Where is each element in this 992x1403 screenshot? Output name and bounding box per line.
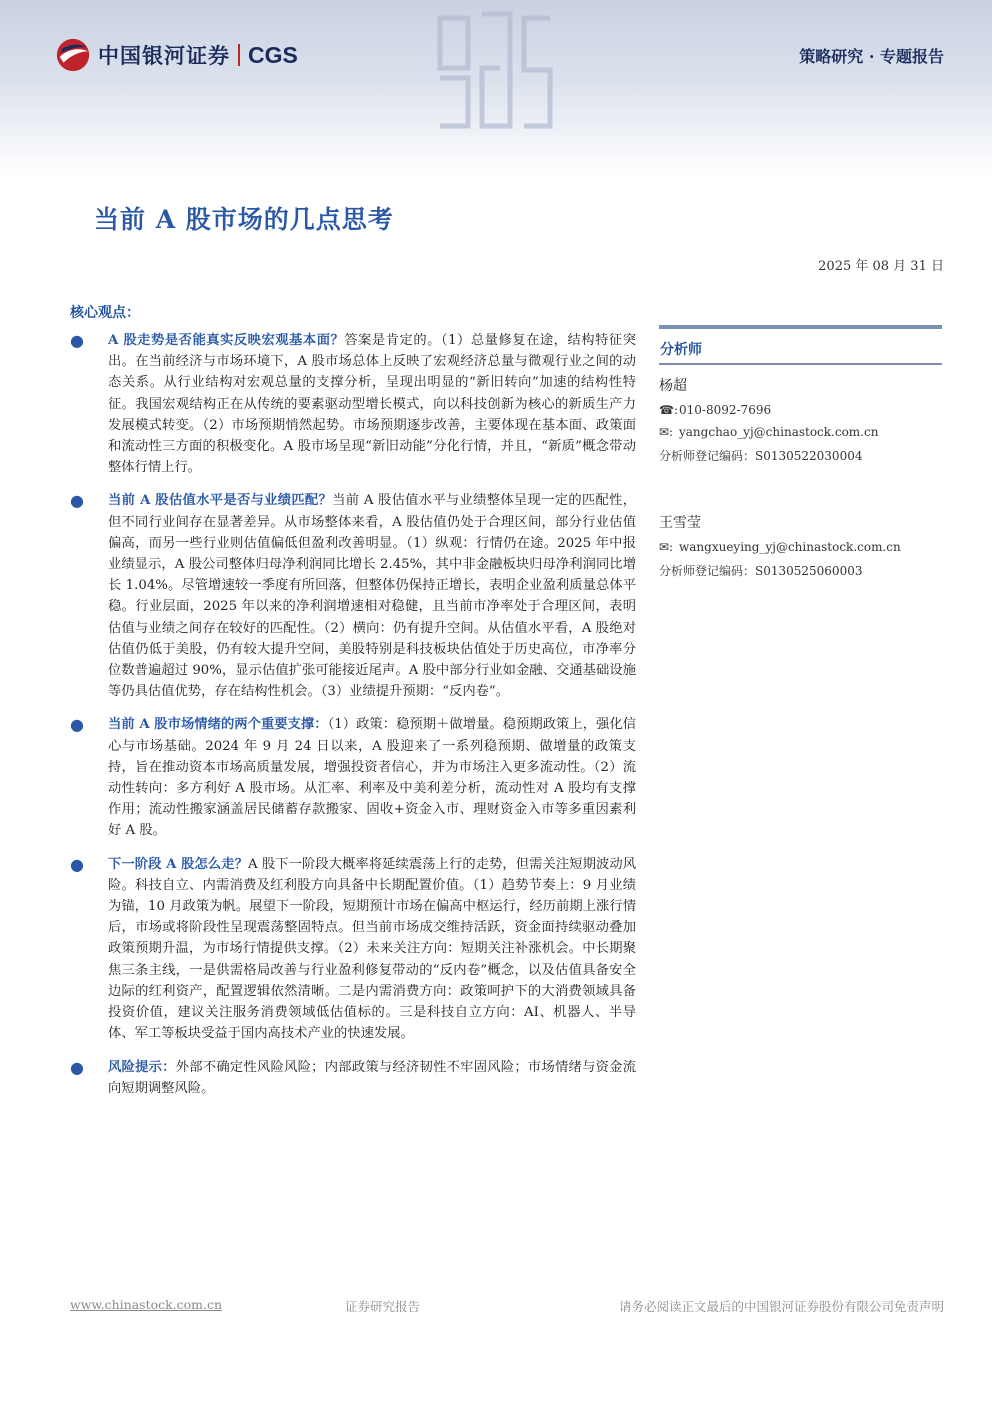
logo-chinese-text: 中国银河证券 xyxy=(98,44,230,68)
section-label-core-views: 核心观点： xyxy=(70,305,140,321)
list-item xyxy=(70,854,636,1045)
logo-divider xyxy=(238,44,240,66)
bullet-icon: ● xyxy=(70,715,84,735)
core-views-list xyxy=(70,330,636,1111)
footer-report-type: 证券研究报告 xyxy=(345,1299,421,1314)
report-title: 当前 A 股市场的几点思考 xyxy=(94,205,394,234)
bullet-paragraph xyxy=(108,330,636,478)
sidebar-title: 分析师 xyxy=(660,342,702,358)
analyst-registration: 分析师登记编码：S0130522030004 xyxy=(659,449,863,463)
bullet-paragraph xyxy=(108,854,636,1045)
spacer xyxy=(659,464,942,502)
analyst-name: 杨超 xyxy=(659,378,687,394)
bullet-paragraph xyxy=(108,1057,636,1099)
list-item xyxy=(70,1057,636,1099)
footer-disclaimer: 请务必阅读正文最后的中国银河证券股份有限公司免责声明 xyxy=(618,1299,944,1314)
analyst-name: 王雪莹 xyxy=(659,515,701,531)
analyst-email[interactable] xyxy=(659,425,942,439)
bullet-body: 当前 A 股估值水平与业绩整体呈现一定的匹配性，但不同行业间存在显著差异。从市场整体来看，A 股估值仍处于合理区间，部分行业估值偏高，而另一些行业则估值偏低但盈利改善明显。（1）纵观：行情仍在途。2025 年中报业绩显示，A 股公司整体归母净利润同比增长 2.45%，其中非金融板块归母净利润同比增长 1.04%。尽管增速较一季度有所回落，但整体仍保持正增长，表明企业盈利质量总体平稳。行业层面，2025 年以来的净利润增速相对稳健，且当前市净率处于合理区间，表明估值与业绩之间存在较好的匹配性。（2）横向：仍有提升空间。从估值水平看，A 股绝对估值仍低于美股，仍有较大提升空间，美股特别是科技板块估值处于历史高位，市净率分位数普遍超过 90%，显示估值扩张可能接近尾声。A 股中部分行业如金融、交通基础设施等仍具估值优势，存在结构性机会。（3）业绩提升预期：“反内卷”。 xyxy=(108,493,636,700)
analyst-email-address[interactable]: wangxueying_yj@chinastock.com.cn xyxy=(679,540,901,554)
mail-icon: ✉: xyxy=(659,540,674,554)
bullet-body: 外部不确定性风险风险；内部政策与经济韧性不牢固风险；市场情绪与资金流向短期调整风险。 xyxy=(108,1059,637,1096)
bullet-heading: A 股走势是否能真实反映宏观基本面？ xyxy=(108,333,345,348)
bullet-heading: 下一阶段 A 股怎么走？ xyxy=(108,856,248,872)
sidebar-divider xyxy=(659,363,942,365)
analyst-registration: 分析师登记编码：S0130525060003 xyxy=(659,564,863,578)
bullet-icon: ● xyxy=(70,854,84,874)
analyst-email[interactable] xyxy=(659,540,942,554)
analyst-phone xyxy=(659,403,942,417)
bullet-icon: ● xyxy=(70,331,84,350)
list-item xyxy=(70,714,636,841)
footer-website-link[interactable]: www.chinastock.com.cn xyxy=(70,1297,223,1312)
list-item xyxy=(70,330,636,478)
bullet-body: 答案是肯定的。（1）总量修复在途，结构特征突出。在当前经济与市场环境下，A 股市场总体上反映了宏观经济总量与微观行业之间的动态关系。从行业结构对宏观总量的支撑分析，呈现出明显的“新旧转向”加速的结构性特征。我国宏观结构正在从传统的要素驱动型增长模式，向以科技创新为核心的新质生产力发展模式转变。（2）市场预期悄然起势。市场预期逐步改善，主要体现在基本面、政策面和流动性三方面的积极变化。A 股市场呈现“新旧动能”分化行情，并且，“新质”概念带动整体行情上行。 xyxy=(108,333,636,476)
cgs-watermark-icon xyxy=(430,8,565,133)
bullet-heading: 风险提示： xyxy=(108,1059,176,1075)
logo-english-text: CGS xyxy=(248,41,298,68)
report-category: 策略研究 · 专题报告 xyxy=(799,47,944,66)
bullet-paragraph xyxy=(108,490,636,702)
list-item xyxy=(70,490,636,702)
bullet-paragraph xyxy=(108,714,636,841)
phone-icon: ☎: xyxy=(659,403,678,417)
header-band xyxy=(0,0,992,175)
analyst-sidebar xyxy=(659,325,942,579)
report-date: 2025 年 08 月 31 日 xyxy=(818,259,944,274)
bullet-heading: 当前 A 股估值水平是否与业绩匹配？ xyxy=(108,493,333,509)
mail-icon: ✉: xyxy=(659,425,674,439)
analyst-phone-number: 010-8092-7696 xyxy=(679,403,772,417)
bullet-icon: ● xyxy=(70,491,84,511)
bullet-heading: 当前 A 股市场情绪的两个重要支撑： xyxy=(108,717,328,733)
galaxy-logo-icon xyxy=(54,36,92,74)
bullet-body: （1）政策：稳预期＋做增量。稳预期政策上，强化信心与市场基础。2024 年 9 月 24 日以来，A 股迎来了一系列稳预期、做增量的政策支持，旨在推动资本市场高质量发展，增强投资者信心，并为市场注入更多流动性。（2）流动性转向：多方利好 A 股市场。从汇率、利率及中美利差分析，流动性对 A 股均有支撑作用；流动性搬家涵盖居民储蓄存款搬家、固收+资金入市、理财资金入市等多重因素利好 A 股。 xyxy=(108,717,636,839)
brand-logo[interactable] xyxy=(54,36,298,74)
bullet-body: A 股下一阶段大概率将延续震荡上行的走势，但需关注短期波动风险。科技自立、内需消费及红利股方向具备中长期配置价值。（1）趋势节奏上：9 月业绩为锚，10 月政策为帆。展望下一阶段，短期预计市场在偏高中枢运行，经历前期上涨行情后，市场或将阶段性呈现震荡整固特点。但当前市场成交维持活跃，资金面持续驱动叠加政策预期升温，为市场行情提供支撑。（2）未来关注方向：短期关注补涨机会。中长期聚焦三条主线，一是供需格局改善与行业盈利修复带动的“反内卷”概念，以及估值具备安全边际的红利资产，配置逻辑依然清晰。二是内需消费方向：政策呵护下的大消费领域具备投资价值，建议关注服务消费领域低估值标的。三是科技自立方向：AI、机器人、半导体、军工等板块受益于国内高技术产业的快速发展。 xyxy=(108,856,636,1042)
bullet-icon: ● xyxy=(70,1057,84,1077)
analyst-email-address[interactable]: yangchao_yj@chinastock.com.cn xyxy=(679,425,879,439)
